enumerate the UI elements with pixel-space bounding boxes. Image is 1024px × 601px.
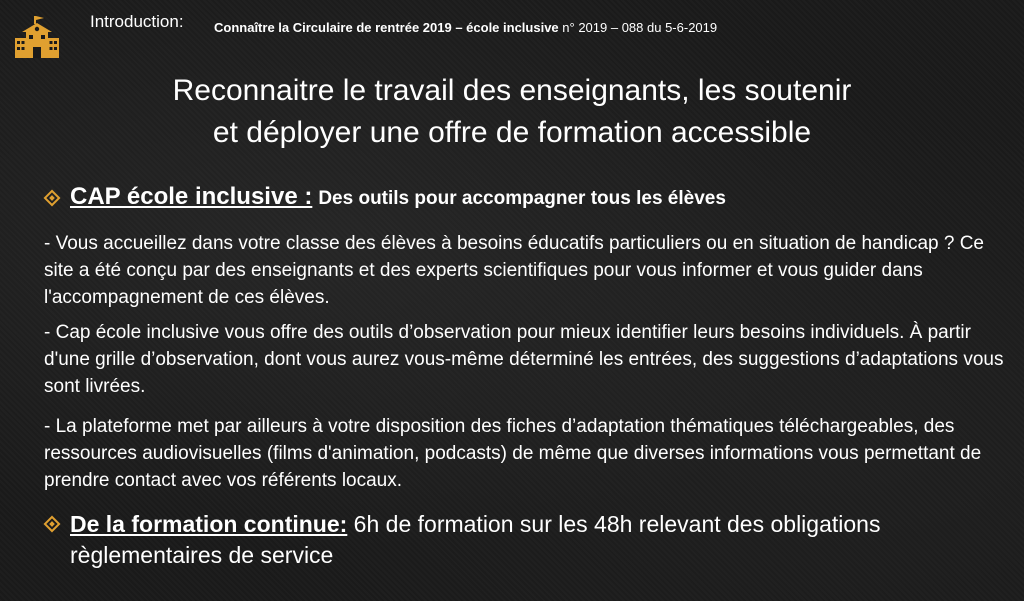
formation-section [70,509,970,571]
slide-title [0,70,1024,154]
formation-section-title: De la formation continue: [70,511,348,537]
cap-section-title: CAP école inclusive : [70,183,313,210]
cap-paragraph-2: - Cap école inclusive vous offre des outils d’observation pour mieux identifier leurs besoins individuels. À partir d'une grille d’observation, dont vous aurez vous-même déterminé les entrées, des suggestions d’adaptations vous sont livrées. [44,322,1004,397]
cap-paragraph-3: - La plateforme met par ailleurs à votre disposition des fiches d’adaptation thématiques téléchargeables, des ressources audiovisuelles (films d'animation, podcasts) de même que diverses informations vous permettant de prendre contact avec vos référents locaux. [44,416,982,491]
school-building-icon [14,14,60,60]
circular-reference [214,20,717,35]
slide-title-line-1: Reconnaitre le travail des enseignants, les soutenir [172,74,852,107]
cap-paragraph-1: - Vous accueillez dans votre classe des élèves à besoins éducatifs particuliers ou en situation de handicap ? Ce site a été conçu par des enseignants et des experts scientifiques pour vous informer et vous guider dans l'accompagnement de ces élèves. [44,233,984,308]
circular-reference-number: n° 2019 – 088 du 5-6-2019 [558,20,718,35]
circular-reference-title: Connaître la Circulaire de rentrée 2019 – école inclusive [214,20,559,35]
cap-section-subtitle: Des outils pour accompagner tous les élèves [318,188,726,209]
diamond-bullet-icon [44,190,61,207]
diamond-bullet-icon [44,516,61,533]
intro-label: Introduction: [90,12,184,31]
formation-section-text: 6h de formation sur les 48h relevant des obligations règlementaires de service [70,511,881,568]
cap-section-heading [70,183,726,211]
slide-title-line-2: et déployer une offre de formation accessible [212,116,812,149]
